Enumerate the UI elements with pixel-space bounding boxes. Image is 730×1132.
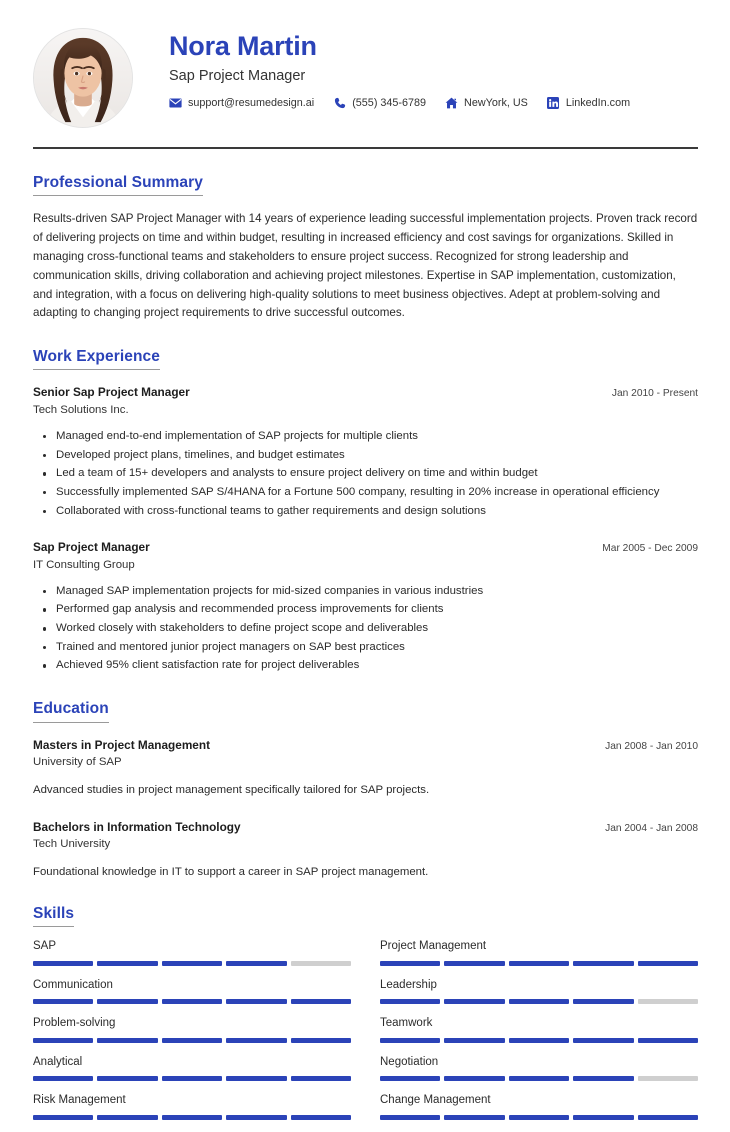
- list-item: Trained and mentored junior project managers on SAP best practices: [33, 639, 698, 657]
- skill-segment: [226, 1115, 286, 1120]
- skill-segment: [444, 1076, 504, 1081]
- work-entry-date: Jan 2010 - Present: [611, 388, 698, 400]
- skill-segment: [33, 1076, 93, 1081]
- list-item: Managed end-to-end implementation of SAP projects for multiple clients: [33, 428, 698, 446]
- skill-level-bar: [380, 1076, 698, 1081]
- skill-segment: [444, 961, 504, 966]
- envelope-icon: [169, 97, 182, 110]
- resume-header: [33, 26, 698, 136]
- skill-segment: [162, 1115, 222, 1120]
- skill-segment: [638, 999, 698, 1004]
- skill-item: [33, 1055, 351, 1094]
- list-item: Performed gap analysis and recommended process improvements for clients: [33, 601, 698, 619]
- education-entry-date: Jan 2004 - Jan 2008: [605, 822, 698, 834]
- skill-segment: [226, 999, 286, 1004]
- skill-segment: [226, 1076, 286, 1081]
- skill-segment: [380, 961, 440, 966]
- education-body: [33, 737, 698, 882]
- education-entry-title: Masters in Project Management: [33, 737, 211, 752]
- skill-segment: [33, 1115, 93, 1120]
- section-heading-summary: Professional Summary: [33, 173, 203, 196]
- home-icon: [445, 97, 458, 110]
- skill-segment: [33, 999, 93, 1004]
- skill-segment: [162, 1038, 222, 1043]
- section-work-experience: [33, 347, 698, 675]
- work-entry-bullets: [33, 583, 698, 675]
- skill-segment: [509, 999, 569, 1004]
- skill-name: Problem-solving: [33, 1017, 116, 1030]
- skill-level-bar: [380, 1038, 698, 1043]
- education-entry-organization: Tech University: [33, 838, 111, 851]
- contact-email[interactable]: [169, 97, 314, 110]
- skill-name: Communication: [33, 978, 113, 991]
- skill-segment: [509, 961, 569, 966]
- list-item: Developed project plans, timelines, and budget estimates: [33, 447, 698, 465]
- skill-segment: [162, 961, 222, 966]
- skill-name: SAP: [33, 940, 57, 953]
- work-body: [33, 384, 698, 675]
- linkedin-icon: [547, 97, 560, 110]
- education-entry-date: Jan 2008 - Jan 2010: [605, 740, 698, 752]
- skill-segment: [509, 1038, 569, 1043]
- contact-row: [169, 97, 698, 110]
- section-professional-summary: [33, 173, 698, 323]
- skill-segment: [162, 1076, 222, 1081]
- summary-body: [33, 210, 698, 323]
- work-entry-organization: IT Consulting Group: [33, 558, 135, 571]
- section-heading-work: Work Experience: [33, 347, 160, 370]
- skill-level-bar: [33, 1076, 351, 1081]
- skill-segment: [291, 1115, 351, 1120]
- skill-segment: [444, 1038, 504, 1043]
- skill-segment: [638, 1038, 698, 1043]
- skill-segment: [97, 1038, 157, 1043]
- skill-segment: [380, 1115, 440, 1120]
- header-divider: [33, 147, 698, 149]
- skill-item: [380, 978, 698, 1017]
- contact-email-label: support@resumedesign.ai: [188, 97, 315, 110]
- skill-segment: [97, 1076, 157, 1081]
- work-entry-title: Sap Project Manager: [33, 540, 150, 555]
- skill-level-bar: [380, 999, 698, 1004]
- skill-segment: [380, 1076, 440, 1081]
- header-text-block: [133, 26, 698, 110]
- skill-segment: [638, 961, 698, 966]
- page-title: Nora Martin: [169, 31, 317, 61]
- skill-item: [380, 1093, 698, 1132]
- skill-segment: [33, 1038, 93, 1043]
- skill-level-bar: [33, 1038, 351, 1043]
- skill-segment: [638, 1076, 698, 1081]
- skill-item: [33, 1093, 351, 1132]
- section-heading-skills: Skills: [33, 904, 74, 927]
- education-entry-head: [33, 819, 698, 836]
- work-entry: [33, 539, 698, 675]
- skill-segment: [291, 1038, 351, 1043]
- skill-item: [33, 939, 351, 978]
- education-entry-head: [33, 737, 698, 754]
- skill-item: [380, 1055, 698, 1094]
- skill-name: Analytical: [33, 1055, 83, 1068]
- phone-icon: [333, 97, 346, 110]
- contact-location[interactable]: [445, 97, 528, 110]
- education-entry-title: Bachelors in Information Technology: [33, 819, 241, 834]
- avatar: [33, 28, 133, 128]
- skill-segment: [573, 1115, 633, 1120]
- list-item: Achieved 95% client satisfaction rate for project deliverables: [33, 657, 698, 675]
- skill-segment: [638, 1115, 698, 1120]
- skill-segment: [291, 1076, 351, 1081]
- skill-segment: [573, 961, 633, 966]
- skill-segment: [97, 961, 157, 966]
- work-entry: [33, 384, 698, 520]
- education-entry: [33, 819, 698, 882]
- section-skills: [33, 904, 698, 1132]
- skill-segment: [162, 999, 222, 1004]
- skill-segment: [97, 1115, 157, 1120]
- section-education: [33, 699, 698, 882]
- list-item: Successfully implemented SAP S/4HANA for a Fortune 500 company, resulting in 20% increase in operational efficiency: [33, 484, 698, 502]
- summary-text: Results-driven SAP Project Manager with 14 years of experience leading successful implementation projects. Proven track record of delivering projects on time and within budget, resulting in increased efficiency and cost savings for organizations. Skilled in managing cross-functional teams and stakeholders to ensure project success. Recognized for strong leadership and communication skills, driving collaboration and achieving project milestones. Expertise in SAP implementation, customization, and integration, with a focus on delivering high-quality solutions to meet business objectives. Adept at problem-solving and adapting to changing project requirements to drive successful outcomes.: [33, 212, 698, 320]
- education-entry-organization: University of SAP: [33, 756, 122, 769]
- skill-item: [380, 939, 698, 978]
- work-entry-organization: Tech Solutions Inc.: [33, 403, 129, 416]
- skill-level-bar: [380, 1115, 698, 1120]
- contact-linkedin-label: LinkedIn.com: [565, 97, 631, 110]
- skill-segment: [444, 999, 504, 1004]
- contact-linkedin[interactable]: [547, 97, 630, 110]
- education-entry-description: Foundational knowledge in IT to support a career in SAP project management.: [33, 866, 429, 879]
- skill-segment: [509, 1115, 569, 1120]
- work-entry-bullets: [33, 428, 698, 520]
- skill-level-bar: [33, 999, 351, 1004]
- skill-segment: [573, 1076, 633, 1081]
- skill-level-bar: [33, 961, 351, 966]
- skill-item: [33, 978, 351, 1017]
- skill-name: Project Management: [380, 940, 487, 953]
- list-item: Worked closely with stakeholders to define project scope and deliverables: [33, 620, 698, 638]
- skill-item: [380, 1016, 698, 1055]
- skill-item: [33, 1016, 351, 1055]
- skill-name: Change Management: [380, 1094, 491, 1107]
- skill-segment: [573, 999, 633, 1004]
- job-title: Sap Project Manager: [169, 67, 306, 84]
- contact-phone-label: (555) 345-6789: [352, 97, 427, 110]
- skill-segment: [226, 961, 286, 966]
- skill-segment: [509, 1076, 569, 1081]
- skill-name: Risk Management: [33, 1094, 126, 1107]
- skill-segment: [97, 999, 157, 1004]
- education-entry-description: Advanced studies in project management specifically tailored for SAP projects.: [33, 783, 430, 796]
- skill-segment: [380, 1038, 440, 1043]
- skill-segment: [573, 1038, 633, 1043]
- skill-name: Teamwork: [380, 1017, 433, 1030]
- contact-phone[interactable]: [333, 97, 426, 110]
- work-entry-title: Senior Sap Project Manager: [33, 385, 190, 400]
- work-entry-head: [33, 539, 698, 556]
- skill-level-bar: [380, 961, 698, 966]
- education-entry: [33, 737, 698, 800]
- skill-level-bar: [33, 1115, 351, 1120]
- skill-name: Leadership: [380, 978, 437, 991]
- work-entry-date: Mar 2005 - Dec 2009: [602, 543, 698, 555]
- skill-segment: [291, 961, 351, 966]
- skill-segment: [380, 999, 440, 1004]
- skill-segment: [444, 1115, 504, 1120]
- skills-grid: [33, 939, 698, 1132]
- list-item: Collaborated with cross-functional teams to gather requirements and design solutions: [33, 503, 698, 521]
- section-heading-education: Education: [33, 699, 109, 722]
- work-entry-head: [33, 384, 698, 401]
- list-item: Led a team of 15+ developers and analysts to ensure project delivery on time and within budget: [33, 465, 698, 483]
- list-item: Managed SAP implementation projects for mid-sized companies in various industries: [33, 583, 698, 601]
- contact-location-label: NewYork, US: [464, 97, 528, 110]
- skill-name: Negotiation: [380, 1055, 439, 1068]
- skill-segment: [291, 999, 351, 1004]
- skill-segment: [33, 961, 93, 966]
- portrait-photo-icon: [34, 29, 132, 127]
- skill-segment: [226, 1038, 286, 1043]
